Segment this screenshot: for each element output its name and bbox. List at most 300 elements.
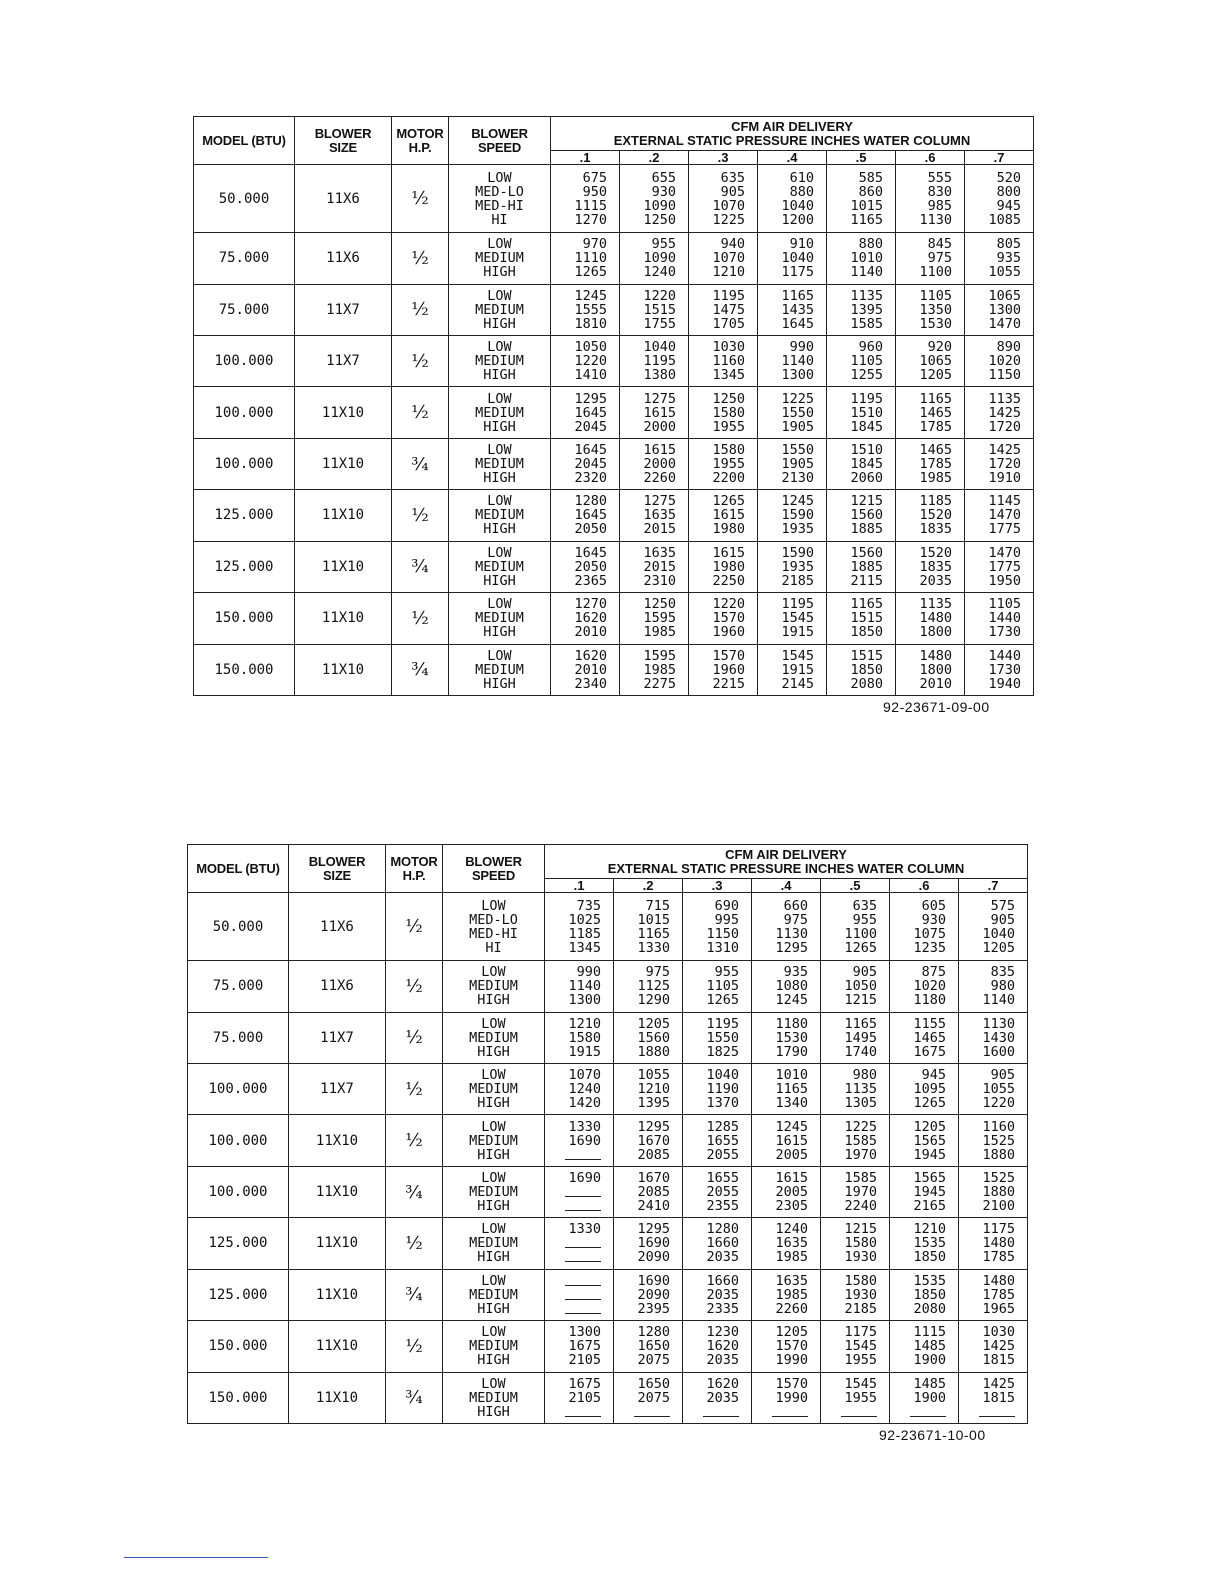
header-speed-line2: SPEED bbox=[477, 139, 522, 155]
cfm-value-cell bbox=[752, 1115, 821, 1166]
cfm-value: 1395 bbox=[637, 1095, 670, 1112]
cfm-value: 1470 bbox=[988, 315, 1022, 332]
cfm-value: 940 bbox=[720, 236, 745, 253]
cfm-value: 945 bbox=[996, 197, 1022, 214]
table-row bbox=[194, 233, 1034, 284]
cfm-value: 1130 bbox=[775, 925, 808, 942]
blower-size-cell: 11X10 bbox=[295, 541, 392, 592]
cfm-value: 1165 bbox=[844, 1015, 877, 1032]
cfm-value: 1645 bbox=[574, 507, 607, 524]
cfm-value-cell bbox=[620, 336, 689, 387]
cfm-value: 1985 bbox=[643, 661, 676, 678]
cfm-value: 1550 bbox=[781, 404, 814, 421]
blank-dash bbox=[634, 1405, 670, 1417]
cfm-value-cell bbox=[821, 961, 890, 1012]
cfm-value-cell bbox=[965, 387, 1034, 438]
speed-label: LOW bbox=[481, 1272, 506, 1289]
cfm-value: 1850 bbox=[850, 661, 883, 678]
cfm-value-cell bbox=[896, 284, 965, 335]
cfm-value-cell bbox=[758, 541, 827, 592]
cfm-value: 715 bbox=[645, 897, 670, 914]
motor-hp-cell: ½ bbox=[386, 961, 443, 1012]
cfm-value-cell bbox=[959, 1166, 1028, 1217]
header-blower-size-line2: SIZE bbox=[328, 139, 358, 155]
speed-label: HIGH bbox=[483, 624, 516, 641]
cfm-value: 1300 bbox=[568, 992, 601, 1009]
blower-size-cell: 11X10 bbox=[295, 387, 392, 438]
cfm-value: 1100 bbox=[844, 925, 877, 942]
cfm-value-cell bbox=[689, 644, 758, 695]
cfm-value: 1195 bbox=[643, 353, 676, 370]
blank-dash bbox=[910, 1405, 946, 1417]
cfm-value: 1330 bbox=[637, 939, 670, 956]
cfm-value: 1545 bbox=[781, 610, 814, 627]
cfm-value: 1410 bbox=[574, 367, 607, 384]
cfm-value-cell bbox=[821, 1269, 890, 1320]
header-blower-speed bbox=[443, 845, 545, 893]
cfm-value: 1105 bbox=[919, 287, 952, 304]
cfm-value-cell bbox=[890, 1166, 959, 1217]
blank-dash bbox=[565, 1405, 601, 1417]
motor-hp-cell: ¾ bbox=[386, 1269, 443, 1320]
cfm-value: 1165 bbox=[919, 390, 952, 407]
cfm-value: 1245 bbox=[574, 287, 607, 304]
cfm-value-cell bbox=[689, 490, 758, 541]
motor-hp-cell: ½ bbox=[392, 284, 449, 335]
cfm-value: 1085 bbox=[988, 211, 1022, 228]
cfm-value: 1530 bbox=[775, 1029, 808, 1046]
cfm-value: 1660 bbox=[706, 1272, 739, 1289]
cfm-value: 1585 bbox=[844, 1170, 877, 1187]
model-cell: 75.000 bbox=[188, 1012, 289, 1063]
cfm-value: 1210 bbox=[712, 264, 745, 281]
cfm-value: 2055 bbox=[706, 1184, 739, 1201]
cfm-value: 1140 bbox=[568, 978, 601, 995]
cfm-value-cell bbox=[896, 490, 965, 541]
cfm-value: 1140 bbox=[781, 353, 814, 370]
cfm-value: 1660 bbox=[706, 1235, 739, 1252]
cfm-value: 1545 bbox=[844, 1375, 877, 1392]
cfm-value-cell bbox=[890, 1372, 959, 1423]
table-row bbox=[188, 1372, 1028, 1423]
model-cell: 100.000 bbox=[188, 1115, 289, 1166]
model-cell: 75.000 bbox=[194, 284, 295, 335]
header-motor-hp bbox=[392, 117, 449, 165]
cfm-value: 1205 bbox=[913, 1118, 946, 1135]
cfm-value-cell bbox=[965, 490, 1034, 541]
cfm-value: 1730 bbox=[988, 661, 1022, 678]
cfm-value-cell bbox=[551, 644, 620, 695]
cfm-value: 635 bbox=[852, 897, 877, 914]
cfm-value: 1380 bbox=[643, 367, 676, 384]
cfm-value: 845 bbox=[927, 236, 952, 253]
cfm-value: 1165 bbox=[850, 596, 883, 613]
cfm-value: 1155 bbox=[913, 1015, 946, 1032]
pressure-col-6: .6 bbox=[896, 151, 965, 165]
cfm-value: 1425 bbox=[988, 442, 1022, 459]
cfm-value-cell bbox=[551, 387, 620, 438]
blower-speed-cell bbox=[449, 387, 551, 438]
cfm-value: 1245 bbox=[775, 1118, 808, 1135]
cfm-value: 1310 bbox=[706, 939, 739, 956]
cfm-value-blank bbox=[545, 1288, 601, 1302]
cfm-value: 1690 bbox=[637, 1272, 670, 1289]
cfm-value: 1510 bbox=[850, 404, 883, 421]
cfm-value-cell bbox=[821, 893, 890, 961]
speed-label: LOW bbox=[487, 647, 512, 664]
cfm-value: 1905 bbox=[781, 456, 814, 473]
cfm-value: 1555 bbox=[574, 301, 607, 318]
cfm-value: 1595 bbox=[643, 647, 676, 664]
cfm-value: 1065 bbox=[988, 287, 1022, 304]
cfm-value: 655 bbox=[651, 169, 676, 186]
cfm-value: 1420 bbox=[568, 1095, 601, 1112]
cfm-value: 935 bbox=[783, 964, 808, 981]
cfm-value: 1350 bbox=[919, 301, 952, 318]
pressure-col-2: .2 bbox=[620, 151, 689, 165]
cfm-value-cell bbox=[752, 1064, 821, 1115]
cfm-value-cell bbox=[614, 1012, 683, 1063]
cfm-value: 1615 bbox=[775, 1132, 808, 1149]
cfm-value: 1230 bbox=[706, 1324, 739, 1341]
speed-label: LOW bbox=[487, 390, 512, 407]
cfm-value: 1250 bbox=[643, 211, 676, 228]
cfm-value: 1570 bbox=[712, 647, 745, 664]
cfm-value: 2085 bbox=[637, 1184, 670, 1201]
cfm-value: 1905 bbox=[781, 418, 814, 435]
header-cfm-line2: EXTERNAL STATIC PRESSURE INCHES WATER COLUMN bbox=[607, 860, 965, 876]
table-row bbox=[194, 165, 1034, 233]
cfm-value: 1115 bbox=[574, 197, 607, 214]
cfm-value: 1535 bbox=[913, 1272, 946, 1289]
cfm-value: 2080 bbox=[913, 1300, 946, 1317]
speed-label: MEDIUM bbox=[475, 301, 524, 318]
cfm-value: 930 bbox=[921, 911, 946, 928]
cfm-value: 1990 bbox=[775, 1352, 808, 1369]
cfm-value: 1550 bbox=[781, 442, 814, 459]
cfm-value: 1915 bbox=[781, 661, 814, 678]
cfm-value-cell bbox=[965, 336, 1034, 387]
model-cell: 150.000 bbox=[194, 593, 295, 644]
model-cell: 100.000 bbox=[194, 438, 295, 489]
header-speed-line1: BLOWER bbox=[471, 125, 528, 141]
motor-hp-cell: ½ bbox=[392, 593, 449, 644]
blower-size-cell: 11X10 bbox=[295, 438, 392, 489]
cfm-value: 585 bbox=[858, 169, 883, 186]
header-motor-line2: H.P. bbox=[402, 867, 426, 883]
cfm-value: 1135 bbox=[850, 287, 883, 304]
cfm-value-cell bbox=[752, 1321, 821, 1372]
cfm-value-cell bbox=[689, 233, 758, 284]
cfm-value: 1195 bbox=[781, 596, 814, 613]
blower-speed-cell bbox=[443, 1269, 545, 1320]
cfm-value: 1055 bbox=[637, 1067, 670, 1084]
model-cell: 100.000 bbox=[194, 387, 295, 438]
header-motor-line2: H.P. bbox=[408, 139, 432, 155]
cfm-value: 2260 bbox=[775, 1300, 808, 1317]
blower-size-cell: 11X10 bbox=[289, 1372, 386, 1423]
cfm-value-cell bbox=[896, 541, 965, 592]
cfm-value: 2275 bbox=[643, 675, 676, 692]
cfm-value: 1015 bbox=[850, 197, 883, 214]
cfm-value-cell bbox=[620, 387, 689, 438]
cfm-value-cell bbox=[896, 438, 965, 489]
cfm-value-cell bbox=[821, 1321, 890, 1372]
cfm-value: 1075 bbox=[913, 925, 946, 942]
header-row bbox=[194, 117, 1034, 151]
cfm-value-blank bbox=[545, 1302, 601, 1316]
cfm-value: 1900 bbox=[913, 1352, 946, 1369]
cfm-value: 1720 bbox=[988, 456, 1022, 473]
speed-label: HIGH bbox=[483, 470, 516, 487]
cfm-value: 2100 bbox=[982, 1198, 1016, 1215]
cfm-value: 955 bbox=[852, 911, 877, 928]
cfm-value: 1945 bbox=[913, 1146, 946, 1163]
cfm-value: 975 bbox=[783, 911, 808, 928]
cfm-value: 1810 bbox=[574, 315, 607, 332]
cfm-value: 1440 bbox=[988, 647, 1022, 664]
cfm-value: 2035 bbox=[706, 1389, 739, 1406]
cfm-value-cell bbox=[821, 1372, 890, 1423]
speed-label: MEDIUM bbox=[469, 978, 518, 995]
cfm-value: 1675 bbox=[568, 1338, 601, 1355]
cfm-value: 1785 bbox=[919, 456, 952, 473]
cfm-value: 1620 bbox=[706, 1338, 739, 1355]
cfm-value-cell bbox=[620, 438, 689, 489]
cfm-value: 1520 bbox=[919, 507, 952, 524]
table-row bbox=[188, 1012, 1028, 1063]
model-cell: 150.000 bbox=[194, 644, 295, 695]
cfm-value: 2165 bbox=[913, 1198, 946, 1215]
cfm-value: 1675 bbox=[913, 1043, 946, 1060]
cfm-value: 1040 bbox=[706, 1067, 739, 1084]
speed-label: HIGH bbox=[477, 1043, 510, 1060]
cfm-value-cell bbox=[620, 490, 689, 541]
header-motor-hp bbox=[386, 845, 443, 893]
motor-hp-cell: ¾ bbox=[392, 438, 449, 489]
table-row bbox=[188, 893, 1028, 961]
cfm-value-cell bbox=[683, 1012, 752, 1063]
blank-dash bbox=[565, 1250, 601, 1262]
speed-label: LOW bbox=[481, 897, 506, 914]
cfm-value-cell bbox=[545, 1218, 614, 1269]
cfm-value-cell bbox=[614, 1321, 683, 1372]
cfm-value: 1645 bbox=[574, 544, 607, 561]
cfm-value-cell bbox=[890, 1012, 959, 1063]
cfm-value: 1580 bbox=[844, 1272, 877, 1289]
table-row bbox=[194, 593, 1034, 644]
cfm-value: 920 bbox=[927, 339, 952, 356]
table-row bbox=[188, 1166, 1028, 1217]
cfm-value: 1565 bbox=[913, 1170, 946, 1187]
cfm-value-cell bbox=[551, 438, 620, 489]
cfm-value-cell bbox=[614, 961, 683, 1012]
cfm-value: 690 bbox=[714, 897, 739, 914]
cfm-value-cell bbox=[896, 233, 965, 284]
cfm-value: 880 bbox=[789, 183, 814, 200]
cfm-value-cell bbox=[959, 1321, 1028, 1372]
cfm-value: 1210 bbox=[637, 1081, 670, 1098]
cfm-value: 1065 bbox=[919, 353, 952, 370]
header-cfm-air-delivery bbox=[551, 117, 1034, 151]
speed-label: MEDIUM bbox=[475, 353, 524, 370]
cfm-value: 1125 bbox=[637, 978, 670, 995]
speed-label: MED-HI bbox=[469, 925, 518, 942]
cfm-value: 575 bbox=[990, 897, 1016, 914]
cfm-value: 1510 bbox=[850, 442, 883, 459]
cfm-value-cell bbox=[683, 893, 752, 961]
cfm-value-cell bbox=[545, 1115, 614, 1166]
cfm-value: 1235 bbox=[913, 939, 946, 956]
speed-label: HIGH bbox=[483, 367, 516, 384]
cfm-value: 1775 bbox=[988, 521, 1022, 538]
blower-speed-cell bbox=[449, 336, 551, 387]
cfm-value: 1265 bbox=[712, 493, 745, 510]
cfm-value-cell bbox=[821, 1166, 890, 1217]
speed-label: LOW bbox=[487, 339, 512, 356]
cfm-value: 1515 bbox=[850, 647, 883, 664]
cfm-value-cell bbox=[827, 541, 896, 592]
cfm-value: 2335 bbox=[706, 1300, 739, 1317]
cfm-value: 1930 bbox=[844, 1286, 877, 1303]
cfm-value-cell bbox=[965, 165, 1034, 233]
cfm-value: 1240 bbox=[568, 1081, 601, 1098]
cfm-value-cell bbox=[689, 541, 758, 592]
cfm-value-cell bbox=[896, 593, 965, 644]
cfm-value: 1165 bbox=[637, 925, 670, 942]
speed-label: LOW bbox=[481, 964, 506, 981]
cfm-value: 1225 bbox=[781, 390, 814, 407]
cfm-value: 1580 bbox=[568, 1029, 601, 1046]
cfm-value: 1850 bbox=[913, 1286, 946, 1303]
cfm-value: 1755 bbox=[643, 315, 676, 332]
cfm-value-cell bbox=[890, 1064, 959, 1115]
pressure-col-3: .3 bbox=[689, 151, 758, 165]
cfm-value: 1145 bbox=[988, 493, 1022, 510]
speed-label: LOW bbox=[487, 596, 512, 613]
cfm-value: 1545 bbox=[844, 1338, 877, 1355]
speed-label: MEDIUM bbox=[475, 610, 524, 627]
model-cell: 125.000 bbox=[194, 490, 295, 541]
cfm-value-cell bbox=[683, 1269, 752, 1320]
blower-speed-cell bbox=[443, 1218, 545, 1269]
cfm-value: 1480 bbox=[919, 647, 952, 664]
cfm-value: 1300 bbox=[781, 367, 814, 384]
cfm-value: 1525 bbox=[982, 1132, 1016, 1149]
table-row bbox=[188, 1064, 1028, 1115]
cfm-value: 1560 bbox=[850, 507, 883, 524]
cfm-value: 1220 bbox=[574, 353, 607, 370]
cfm-value: 2075 bbox=[637, 1389, 670, 1406]
cfm-value-cell bbox=[965, 593, 1034, 644]
cfm-value: 2075 bbox=[637, 1352, 670, 1369]
motor-hp-cell: ¾ bbox=[386, 1166, 443, 1217]
cfm-value-cell bbox=[620, 541, 689, 592]
cfm-value: 1785 bbox=[982, 1286, 1016, 1303]
cfm-value-cell bbox=[620, 233, 689, 284]
cfm-value: 2310 bbox=[643, 572, 676, 589]
blower-size-cell: 11X10 bbox=[289, 1166, 386, 1217]
cfm-value: 2035 bbox=[706, 1352, 739, 1369]
cfm-value: 1050 bbox=[574, 339, 607, 356]
cfm-value: 1175 bbox=[982, 1221, 1016, 1238]
cfm-value: 1070 bbox=[712, 197, 745, 214]
cfm-value: 980 bbox=[852, 1067, 877, 1084]
blower-size-cell: 11X7 bbox=[295, 284, 392, 335]
blower-speed-cell bbox=[443, 1372, 545, 1423]
header-cfm-air-delivery bbox=[545, 845, 1028, 879]
blower-speed-cell bbox=[443, 1012, 545, 1063]
cfm-value: 1635 bbox=[775, 1272, 808, 1289]
cfm-value: 1470 bbox=[988, 507, 1022, 524]
cfm-value: 1955 bbox=[712, 456, 745, 473]
cfm-value-cell bbox=[827, 284, 896, 335]
header-blower-size bbox=[289, 845, 386, 893]
cfm-value-cell bbox=[959, 961, 1028, 1012]
cfm-value: 1425 bbox=[982, 1375, 1016, 1392]
cfm-value: 1620 bbox=[706, 1375, 739, 1392]
speed-label: LOW bbox=[487, 169, 512, 186]
cfm-value: 1475 bbox=[712, 301, 745, 318]
cfm-value: 1965 bbox=[982, 1300, 1016, 1317]
blank-dash bbox=[565, 1274, 601, 1286]
model-cell: 100.000 bbox=[188, 1166, 289, 1217]
cfm-value-cell bbox=[821, 1012, 890, 1063]
speed-label: LOW bbox=[487, 287, 512, 304]
cfm-value: 1250 bbox=[712, 390, 745, 407]
cfm-value: 1240 bbox=[643, 264, 676, 281]
cfm-value: 875 bbox=[921, 964, 946, 981]
cfm-value: 1935 bbox=[781, 521, 814, 538]
cfm-value-cell bbox=[620, 644, 689, 695]
cfm-value-cell bbox=[551, 336, 620, 387]
cfm-value: 2035 bbox=[706, 1249, 739, 1266]
cfm-value: 2305 bbox=[775, 1198, 808, 1215]
cfm-value: 1185 bbox=[919, 493, 952, 510]
cfm-value: 975 bbox=[927, 250, 952, 267]
cfm-value: 1010 bbox=[775, 1067, 808, 1084]
cfm-value: 1305 bbox=[844, 1095, 877, 1112]
blower-size-cell: 11X7 bbox=[289, 1064, 386, 1115]
cfm-value: 1205 bbox=[919, 367, 952, 384]
cfm-value: 2260 bbox=[643, 470, 676, 487]
cfm-value: 2085 bbox=[637, 1146, 670, 1163]
cfm-value: 1570 bbox=[712, 610, 745, 627]
cfm-value-cell bbox=[752, 1218, 821, 1269]
cfm-value-cell bbox=[758, 490, 827, 541]
model-cell: 50.000 bbox=[194, 165, 295, 233]
pressure-col-7: .7 bbox=[965, 151, 1034, 165]
cfm-value: 1655 bbox=[706, 1170, 739, 1187]
blank-dash bbox=[703, 1405, 739, 1417]
cfm-value-cell bbox=[689, 284, 758, 335]
cfm-value: 1930 bbox=[844, 1249, 877, 1266]
cfm-value: 1885 bbox=[850, 521, 883, 538]
speed-label: HIGH bbox=[483, 521, 516, 538]
header-blower-size-line1: BLOWER bbox=[308, 853, 366, 869]
cfm-value: 1970 bbox=[844, 1184, 877, 1201]
table-row bbox=[194, 541, 1034, 592]
cfm-value: 1070 bbox=[568, 1067, 601, 1084]
cfm-value: 2035 bbox=[919, 572, 952, 589]
speed-label: MEDIUM bbox=[475, 456, 524, 473]
cfm-value: 1615 bbox=[712, 544, 745, 561]
cfm-value: 1590 bbox=[781, 544, 814, 561]
blower-speed-cell bbox=[449, 541, 551, 592]
cfm-value-cell bbox=[959, 1012, 1028, 1063]
cfm-value-cell bbox=[689, 593, 758, 644]
header-row bbox=[188, 845, 1028, 879]
